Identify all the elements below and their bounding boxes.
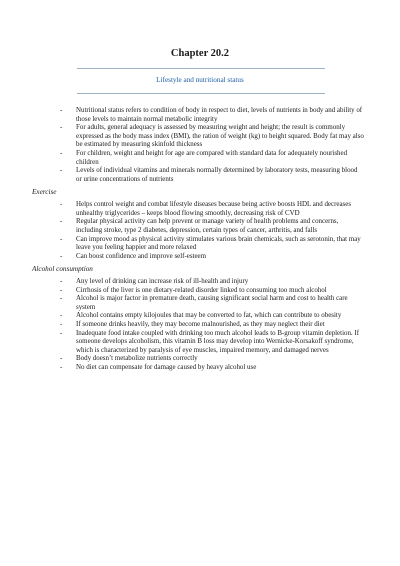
section-subtitle: Lifestyle and nutritional status bbox=[156, 76, 244, 84]
list-item: - Alcohol contains empty kilojoules that may be converted to fat, which can contribute to obesity bbox=[46, 311, 364, 320]
bottom-divider bbox=[77, 93, 325, 94]
list-item: - For children, weight and height for age are compared with standard data for adequately nourished children bbox=[46, 149, 364, 166]
list-item: - Alcohol is major factor in premature death, causing significant social harm and cost to health care system bbox=[46, 294, 364, 311]
nutritional-status-section bbox=[46, 106, 364, 183]
alcohol-section bbox=[32, 265, 364, 372]
list-item: - Nutritional status refers to condition of body in respect to diet, levels of nutrients in body and ability of those levels to maintain normal metabolic integrity bbox=[46, 106, 364, 123]
top-divider bbox=[77, 68, 325, 69]
list-item: - Can improve mood as physical activity stimulates various brain chemicals, such as serotonin, that may leave you feeling happier and more relaxed bbox=[46, 235, 364, 252]
list-item: - Cirrhosis of the liver is one dietary-related disorder linked to consuming too much alcohol bbox=[46, 286, 364, 295]
list-item: - Body doesn’t metabolize nutrients correctly bbox=[46, 354, 364, 363]
document-body bbox=[32, 106, 364, 372]
list-item: - Helps control weight and combat lifestyle diseases because being active boosts HDL and decreases unhealthy triglycerides – keeps blood flowing smoothly, decreasing risk of CVD bbox=[46, 200, 364, 217]
bullet-list bbox=[46, 277, 364, 372]
list-item: - Any level of drinking can increase risk of ill-health and injury bbox=[46, 277, 364, 286]
exercise-section bbox=[32, 188, 364, 260]
bullet-list bbox=[46, 200, 364, 260]
list-item: - No diet can compensate for damage caused by heavy alcohol use bbox=[46, 363, 364, 372]
list-item: - If someone drinks heavily, they may become malnourished, as they may neglect their diet bbox=[46, 320, 364, 329]
list-item: - Can boost confidence and improve self-esteem bbox=[46, 252, 364, 261]
list-item: - Levels of individual vitamins and minerals normally determined by laboratory tests, measuring blood or urine concentrations of nutrients bbox=[46, 166, 364, 183]
list-item: - Regular physical activity can help prevent or manage variety of health problems and concerns, including stroke, type 2 diabetes, depression, certain types of cancer, arthritis, and falls bbox=[46, 217, 364, 234]
section-heading: Alcohol consumption bbox=[32, 265, 93, 274]
bullet-list bbox=[46, 106, 364, 183]
chapter-title: Chapter 20.2 bbox=[170, 48, 230, 59]
list-item: - For adults, general adequacy is assessed by measuring weight and height; the result is commonly expressed as the body mass index (BMI), the ration of weight (kg) to height squared. Body fat may also be estimated by measuring skinfold thickness bbox=[46, 123, 364, 149]
section-heading: Exercise bbox=[32, 188, 57, 197]
list-item: - Inadequate food intake coupled with drinking too much alcohol leads to B-group vitamin depletion. If someone develops alcoholism, this vitamin B loss may develop into Wernicke-Korsakoff syndrome, which is characterized by paralysis of eye muscles, impaired memory, and damaged nerves bbox=[46, 329, 364, 355]
